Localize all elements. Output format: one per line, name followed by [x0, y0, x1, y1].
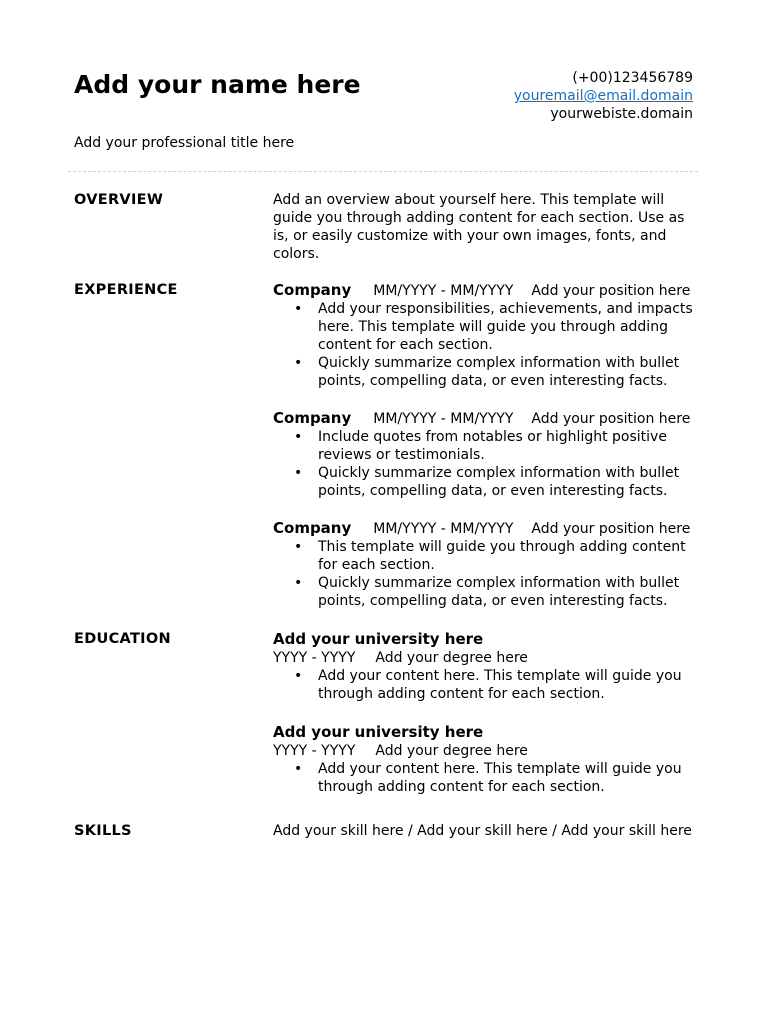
company-name: Company: [273, 409, 352, 427]
bullet-list: [273, 760, 693, 796]
list-item: [273, 300, 693, 354]
bullet-list: [273, 428, 693, 500]
website: yourwebiste.domain: [550, 106, 693, 122]
list-item: [273, 574, 693, 610]
employment-dates: MM/YYYY - MM/YYYY: [373, 283, 514, 299]
experience-list: [273, 281, 693, 610]
bullet-icon: •: [294, 575, 303, 591]
section-heading: OVERVIEW: [74, 192, 164, 208]
bullet-list: [273, 538, 693, 610]
employment-dates: MM/YYYY - MM/YYYY: [373, 521, 514, 537]
degree-name: Add your degree here: [375, 650, 528, 666]
education-entry: [273, 630, 693, 703]
position-title: Add your position here: [531, 521, 691, 537]
company-name: Company: [273, 281, 352, 299]
experience-entry-header: [273, 519, 693, 538]
university-name: Add your university here: [273, 723, 484, 741]
phone-number: (+00)123456789: [572, 70, 693, 86]
degree-line: [273, 649, 693, 667]
position-title: Add your position here: [531, 283, 691, 299]
list-item: [273, 538, 693, 574]
bullet-icon: •: [294, 465, 303, 481]
education-years: YYYY - YYYY: [273, 650, 356, 666]
bullet-text: Include quotes from notables or highlight positive reviews or testimonials.: [318, 429, 667, 463]
bullet-text: Quickly summarize complex information with bullet points, compelling data, or even interesting facts.: [318, 465, 680, 499]
degree-name: Add your degree here: [375, 743, 528, 759]
bullet-icon: •: [294, 355, 303, 371]
bullet-icon: •: [294, 429, 303, 445]
section-heading: EXPERIENCE: [74, 282, 178, 298]
list-item: [273, 760, 693, 796]
company-name: Company: [273, 519, 352, 537]
overview-text: Add an overview about yourself here. This template will guide you through adding content for each section. Use as is, or easily customize with your own images, fonts, and colors.: [273, 192, 685, 262]
email-link[interactable]: youremail@email.domain: [513, 88, 693, 104]
section-heading: SKILLS: [74, 823, 132, 839]
bullet-list: [273, 300, 693, 390]
bullet-text: Add your content here. This template will guide you through adding content for each section.: [318, 761, 682, 795]
employment-dates: MM/YYYY - MM/YYYY: [373, 411, 514, 427]
list-item: [273, 428, 693, 464]
experience-entry: [273, 281, 693, 390]
section-heading: EDUCATION: [74, 631, 171, 647]
list-item: [273, 464, 693, 500]
bullet-text: Quickly summarize complex information with bullet points, compelling data, or even interesting facts.: [318, 575, 680, 609]
position-title: Add your position here: [531, 411, 691, 427]
header-divider: [68, 171, 698, 172]
education-list: [273, 630, 693, 796]
contact-block: [514, 69, 693, 123]
education-years: YYYY - YYYY: [273, 743, 356, 759]
bullet-text: Add your content here. This template will guide you through adding content for each section.: [318, 668, 682, 702]
bullet-list: [273, 667, 693, 703]
experience-entry-header: [273, 281, 693, 300]
bullet-text: This template will guide you through adding content for each section.: [318, 539, 686, 573]
experience-entry: [273, 409, 693, 500]
bullet-icon: •: [294, 301, 303, 317]
skills-text: Add your skill here / Add your skill here / Add your skill here: [273, 823, 692, 839]
bullet-icon: •: [294, 668, 303, 684]
bullet-text: Add your responsibilities, achievements, and impacts here. This template will guide you through adding content for each section.: [318, 301, 693, 353]
experience-entry: [273, 519, 693, 610]
professional-title: Add your professional title here: [74, 135, 295, 151]
list-item: [273, 667, 693, 703]
list-item: [273, 354, 693, 390]
bullet-icon: •: [294, 761, 303, 777]
education-entry: [273, 723, 693, 796]
resume-name: Add your name here: [74, 70, 361, 99]
university-name: Add your university here: [273, 630, 484, 648]
degree-line: [273, 742, 693, 760]
bullet-text: Quickly summarize complex information with bullet points, compelling data, or even interesting facts.: [318, 355, 680, 389]
bullet-icon: •: [294, 539, 303, 555]
experience-entry-header: [273, 409, 693, 428]
